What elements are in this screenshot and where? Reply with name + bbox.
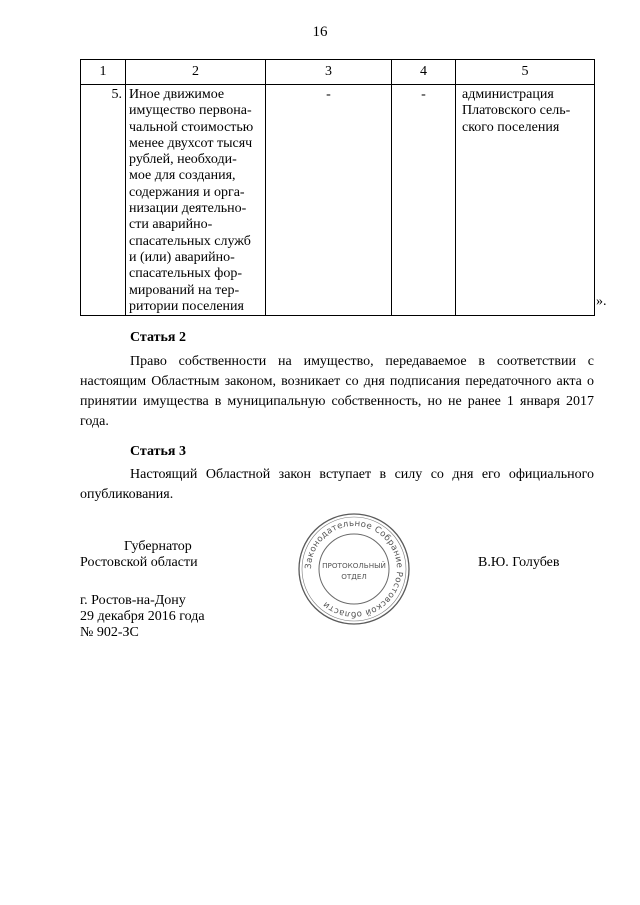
property-name-line: менее двухсот тысяч bbox=[129, 135, 253, 151]
row-number-cell: 5. bbox=[81, 85, 126, 316]
stamp-center-line1: ПРОТОКОЛЬНЫЙ bbox=[322, 561, 386, 570]
official-stamp bbox=[297, 512, 411, 626]
property-name-line: рублей, необходи- bbox=[129, 152, 237, 168]
table-row bbox=[81, 85, 595, 316]
property-name-line: чальной стоимостью bbox=[129, 119, 254, 135]
signing-place: г. Ростов-на-Дону bbox=[80, 593, 186, 608]
law-number: № 902-ЗС bbox=[80, 625, 139, 640]
article-3-title: Статья 3 bbox=[130, 444, 186, 459]
table-header-cell: 2 bbox=[126, 60, 266, 85]
property-name-line: спасательных фор- bbox=[129, 266, 242, 282]
property-name-line: ритории поселения bbox=[129, 298, 244, 314]
property-name-line: содержания и орга- bbox=[129, 184, 245, 200]
table-header-cell: 3 bbox=[266, 60, 392, 85]
property-name-line: и (или) аварийно- bbox=[129, 249, 235, 265]
property-name-line: мое для создания, bbox=[129, 168, 236, 184]
property-name-line: Иное движимое bbox=[129, 87, 225, 102]
signatory-position-line2: Ростовской области bbox=[80, 555, 198, 570]
article-2-text: Право собственности на имущество, передаваемое в соответствии с настоящим Областным законом, возникает со дня подписания передаточного акта о принятии имущества в муниципальную собственность, но не ранее 1 января 2017 года. bbox=[80, 354, 594, 429]
table-header-row bbox=[81, 60, 595, 85]
column-3-cell: - bbox=[266, 85, 392, 316]
signing-date: 29 декабря 2016 года bbox=[80, 609, 205, 624]
recipient-line: ского поселения bbox=[462, 119, 560, 135]
stamp-ring-text: Законодательное Собрание Ростовской области bbox=[303, 518, 405, 620]
recipient-line: администрация bbox=[462, 87, 554, 102]
table-header-cell: 1 bbox=[81, 60, 126, 85]
property-name-line: сти аварийно- bbox=[129, 217, 213, 233]
recipient-cell bbox=[456, 85, 595, 316]
signatory-name: В.Ю. Голубев bbox=[478, 555, 560, 570]
property-name-line: низации деятельно- bbox=[129, 201, 247, 217]
property-name-line: мирований на тер- bbox=[129, 282, 240, 298]
table-closing-quote: ». bbox=[596, 294, 607, 309]
page-number: 16 bbox=[312, 24, 328, 40]
table-header-cell: 5 bbox=[456, 60, 595, 85]
recipient-line: Платовского сель- bbox=[462, 103, 571, 119]
signatory-position-line1: Губернатор bbox=[124, 539, 192, 554]
article-3-text: Настоящий Областной закон вступает в силу со дня его официального опубликования. bbox=[80, 467, 594, 502]
table-header-cell: 4 bbox=[392, 60, 456, 85]
column-4-cell: - bbox=[392, 85, 456, 316]
property-name-line: имущество первона- bbox=[129, 103, 252, 119]
property-name-cell bbox=[126, 85, 266, 316]
article-2-title: Статья 2 bbox=[130, 330, 186, 345]
property-name-line: спасательных служб bbox=[129, 233, 251, 249]
stamp-center-line2: ОТДЕЛ bbox=[341, 572, 367, 581]
annex-table bbox=[80, 59, 595, 316]
